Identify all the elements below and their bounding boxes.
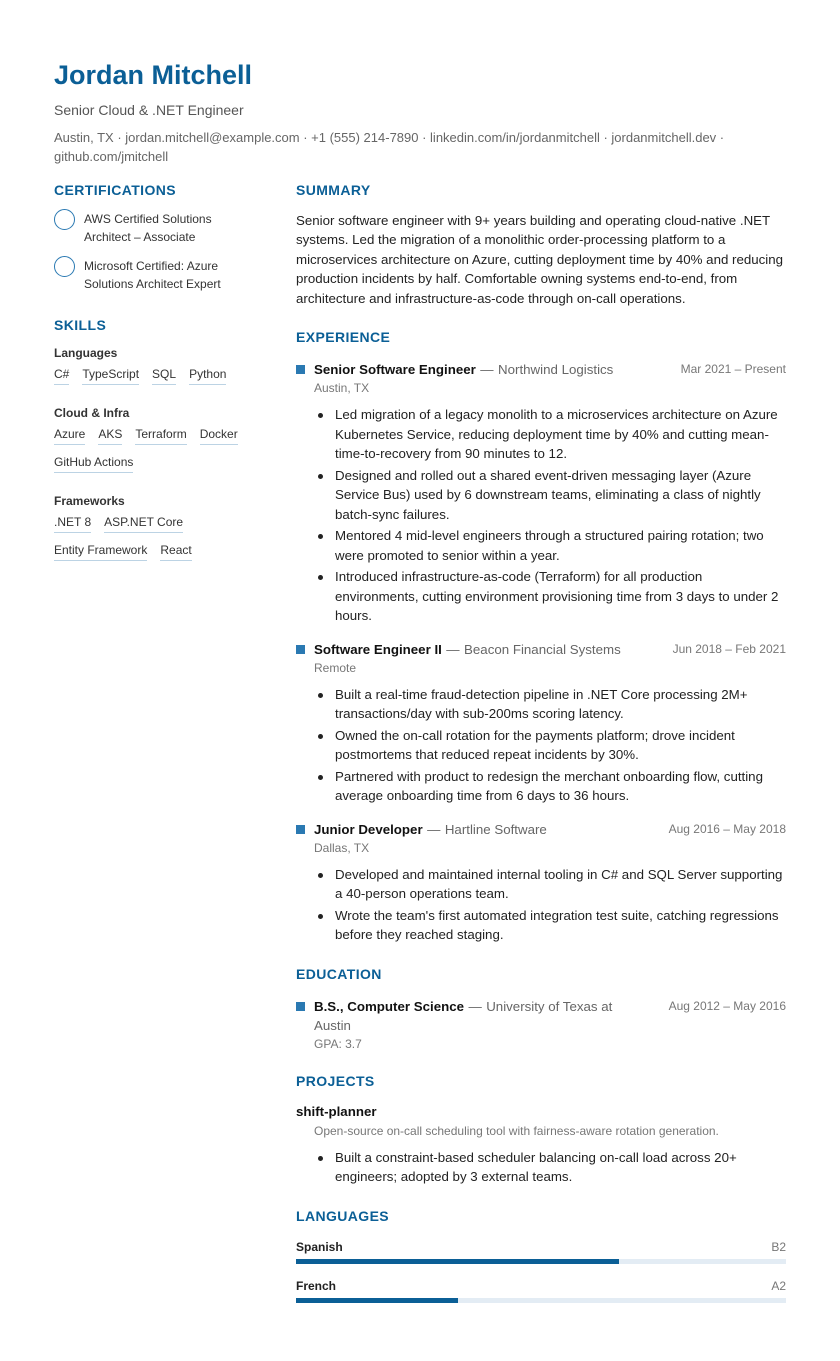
- proficiency-bar: [296, 1298, 786, 1303]
- skill-chip: Docker: [200, 426, 238, 445]
- skill-chip: .NET 8: [54, 514, 91, 533]
- entry-marker-icon: [296, 645, 305, 654]
- skill-chip: ASP.NET Core: [104, 514, 183, 533]
- certification-text: [84, 258, 221, 293]
- job-dates: Mar 2021 – Present: [680, 362, 786, 377]
- summary-text: Senior software engineer with 9+ years building and operating cloud-native .NET systems. Led the migration of a monolithic order-processing platform to a microservices architecture on Azure, cutting deployment time by 40% and reducing production incidents by half. Comfortable owning systems end-to-end, from architecture and infrastructure-as-code through on-call operations.: [296, 213, 784, 306]
- education-entry: [296, 997, 786, 1052]
- job-separator: —: [427, 821, 441, 837]
- skill-chip: Azure: [54, 426, 85, 445]
- language-item: [296, 1239, 786, 1264]
- education-separator: —: [468, 998, 482, 1014]
- list-item: Owned the on-call rotation for the payments platform; drove incident postmortems that reduced repeat incidents by 30%.: [314, 726, 786, 765]
- list-item: Led migration of a legacy monolith to a microservices architecture on Azure Kubernetes Service, reducing deployment time by 40% and cutting mean-time-to-recovery from 90 minutes to 12.: [314, 405, 786, 464]
- skill-chips: [54, 514, 259, 570]
- language-item: [296, 1278, 786, 1303]
- education-header: [296, 997, 786, 1035]
- experience-heading: EXPERIENCE: [296, 329, 391, 346]
- certification-badge-icon: [54, 256, 75, 277]
- job-company: Northwind Logistics: [498, 362, 614, 378]
- list-item: Built a constraint-based scheduler balancing on-call load across 20+ engineers; adopted by 3 external teams.: [314, 1148, 786, 1187]
- certification-item: [54, 258, 259, 293]
- certification-badge-icon: [54, 209, 75, 230]
- job-company: Beacon Financial Systems: [464, 641, 621, 657]
- skill-group-frameworks: Frameworks: [54, 494, 125, 508]
- contact-info: [54, 128, 794, 166]
- job-title-row: [296, 640, 621, 659]
- language-row: [296, 1278, 786, 1294]
- skill-chip: AKS: [98, 426, 122, 445]
- job-entry: [296, 820, 786, 945]
- candidate-name: Jordan Mitchell: [54, 60, 253, 90]
- list-item: Built a real-time fraud-detection pipeline in .NET Core processing 2M+ transactions/day with sub-200ms scoring latency.: [314, 685, 786, 724]
- language-level: B2: [771, 1239, 786, 1254]
- job-title-row: [296, 360, 613, 379]
- skill-chips: [54, 366, 259, 394]
- language-row: [296, 1239, 786, 1255]
- list-item: Designed and rolled out a shared event-driven messaging layer (Azure Service Bus) used by 6 downstream teams, eliminating a class of nightly batch-sync failures.: [314, 466, 786, 525]
- job-separator: —: [480, 362, 494, 378]
- certifications-heading: CERTIFICATIONS: [54, 182, 177, 198]
- list-item: Developed and maintained internal tooling in C# and SQL Server supporting a 40-person operations team.: [314, 865, 786, 904]
- skill-chip: C#: [54, 366, 69, 385]
- skill-group-cloud: Cloud & Infra: [54, 406, 130, 420]
- skill-chip: Entity Framework: [54, 542, 147, 561]
- job-role: Software Engineer II: [314, 641, 442, 657]
- main-column: [296, 181, 786, 1303]
- skill-group-languages: Languages: [54, 346, 118, 360]
- certification-line: AWS Certified Solutions: [84, 212, 212, 226]
- list-item: Partnered with product to redesign the merchant onboarding flow, cutting average onboarding time from 6 days to 36 hours.: [314, 767, 786, 806]
- sidebar: [54, 181, 259, 570]
- education-heading: EDUCATION: [296, 965, 382, 982]
- job-entry: [296, 360, 786, 626]
- job-bullets: [314, 405, 786, 626]
- list-item: Wrote the team's first automated integration test suite, catching regressions before they reached staging.: [314, 906, 786, 945]
- project-name: shift-planner: [296, 1103, 377, 1119]
- entry-marker-icon: [296, 825, 305, 834]
- list-item: Introduced infrastructure-as-code (Terraform) for all production environments, cutting environment provisioning time from 3 days to under 2 hours.: [314, 567, 786, 626]
- job-role: Senior Software Engineer: [314, 362, 476, 378]
- job-entry: [296, 640, 786, 806]
- job-header: [296, 820, 786, 839]
- certification-text: [84, 211, 212, 246]
- job-location: Dallas, TX: [314, 840, 370, 855]
- skill-chip: Terraform: [135, 426, 186, 445]
- job-separator: —: [446, 641, 460, 657]
- languages-heading: LANGUAGES: [296, 1207, 390, 1224]
- resume-header: [54, 58, 794, 166]
- skill-chips: [54, 426, 259, 482]
- job-title: [314, 360, 613, 379]
- entry-marker-icon: [296, 1002, 305, 1011]
- skills-heading: SKILLS: [54, 317, 107, 333]
- education-school: University of Texas at Austin: [314, 998, 613, 1033]
- proficiency-bar-fill: [296, 1298, 458, 1303]
- certification-line: Solutions Architect Expert: [84, 276, 221, 291]
- certification-item: [54, 211, 259, 246]
- job-header: [296, 360, 786, 379]
- job-location: Remote: [314, 660, 357, 675]
- project-bullets: [314, 1148, 786, 1187]
- projects-heading: PROJECTS: [296, 1072, 375, 1089]
- skill-chip: SQL: [152, 366, 176, 385]
- skill-chip: GitHub Actions: [54, 454, 133, 473]
- job-title-row: [296, 820, 547, 839]
- job-bullets: [314, 865, 786, 945]
- language-name: French: [296, 1278, 337, 1293]
- skill-chip: React: [160, 542, 191, 561]
- list-item: Mentored 4 mid-level engineers through a structured pairing rotation; two were promoted to senior within a year.: [314, 526, 786, 565]
- job-title: [314, 820, 547, 839]
- job-role: Junior Developer: [314, 821, 423, 837]
- education-dates: Aug 2012 – May 2016: [668, 998, 786, 1013]
- language-level: A2: [771, 1278, 786, 1293]
- education-degree: B.S., Computer Science: [314, 998, 464, 1014]
- job-bullets: [314, 685, 786, 806]
- proficiency-bar-fill: [296, 1259, 619, 1264]
- job-dates: Aug 2016 – May 2018: [668, 821, 786, 836]
- certification-line: Architect – Associate: [84, 229, 196, 244]
- language-name: Spanish: [296, 1239, 343, 1254]
- job-location: Austin, TX: [314, 381, 370, 396]
- certification-line: Microsoft Certified: Azure: [84, 259, 219, 273]
- education-title: [314, 997, 644, 1035]
- entry-marker-icon: [296, 365, 305, 374]
- education-title-row: [296, 997, 644, 1035]
- skill-chip: TypeScript: [82, 366, 139, 385]
- contact-line-2: github.com/jmitchell: [54, 149, 169, 164]
- job-title: [314, 640, 621, 659]
- job-company: Hartline Software: [444, 821, 547, 837]
- job-header: [296, 640, 786, 659]
- summary-heading: SUMMARY: [296, 182, 371, 198]
- skill-chip: Python: [189, 366, 226, 385]
- contact-line-1: Austin, TX · jordan.mitchell@example.com · +1 (555) 214-7890 · linkedin.com/in/jordanmitchell · jordanmitchell.dev ·: [54, 130, 725, 145]
- proficiency-bar: [296, 1259, 786, 1264]
- job-dates: Jun 2018 – Feb 2021: [672, 641, 786, 656]
- project-description: Open-source on-call scheduling tool with fairness-aware rotation generation.: [314, 1123, 719, 1138]
- candidate-title: Senior Cloud & .NET Engineer: [54, 102, 244, 118]
- project-entry: [296, 1103, 786, 1187]
- education-gpa: GPA: 3.7: [314, 1036, 362, 1051]
